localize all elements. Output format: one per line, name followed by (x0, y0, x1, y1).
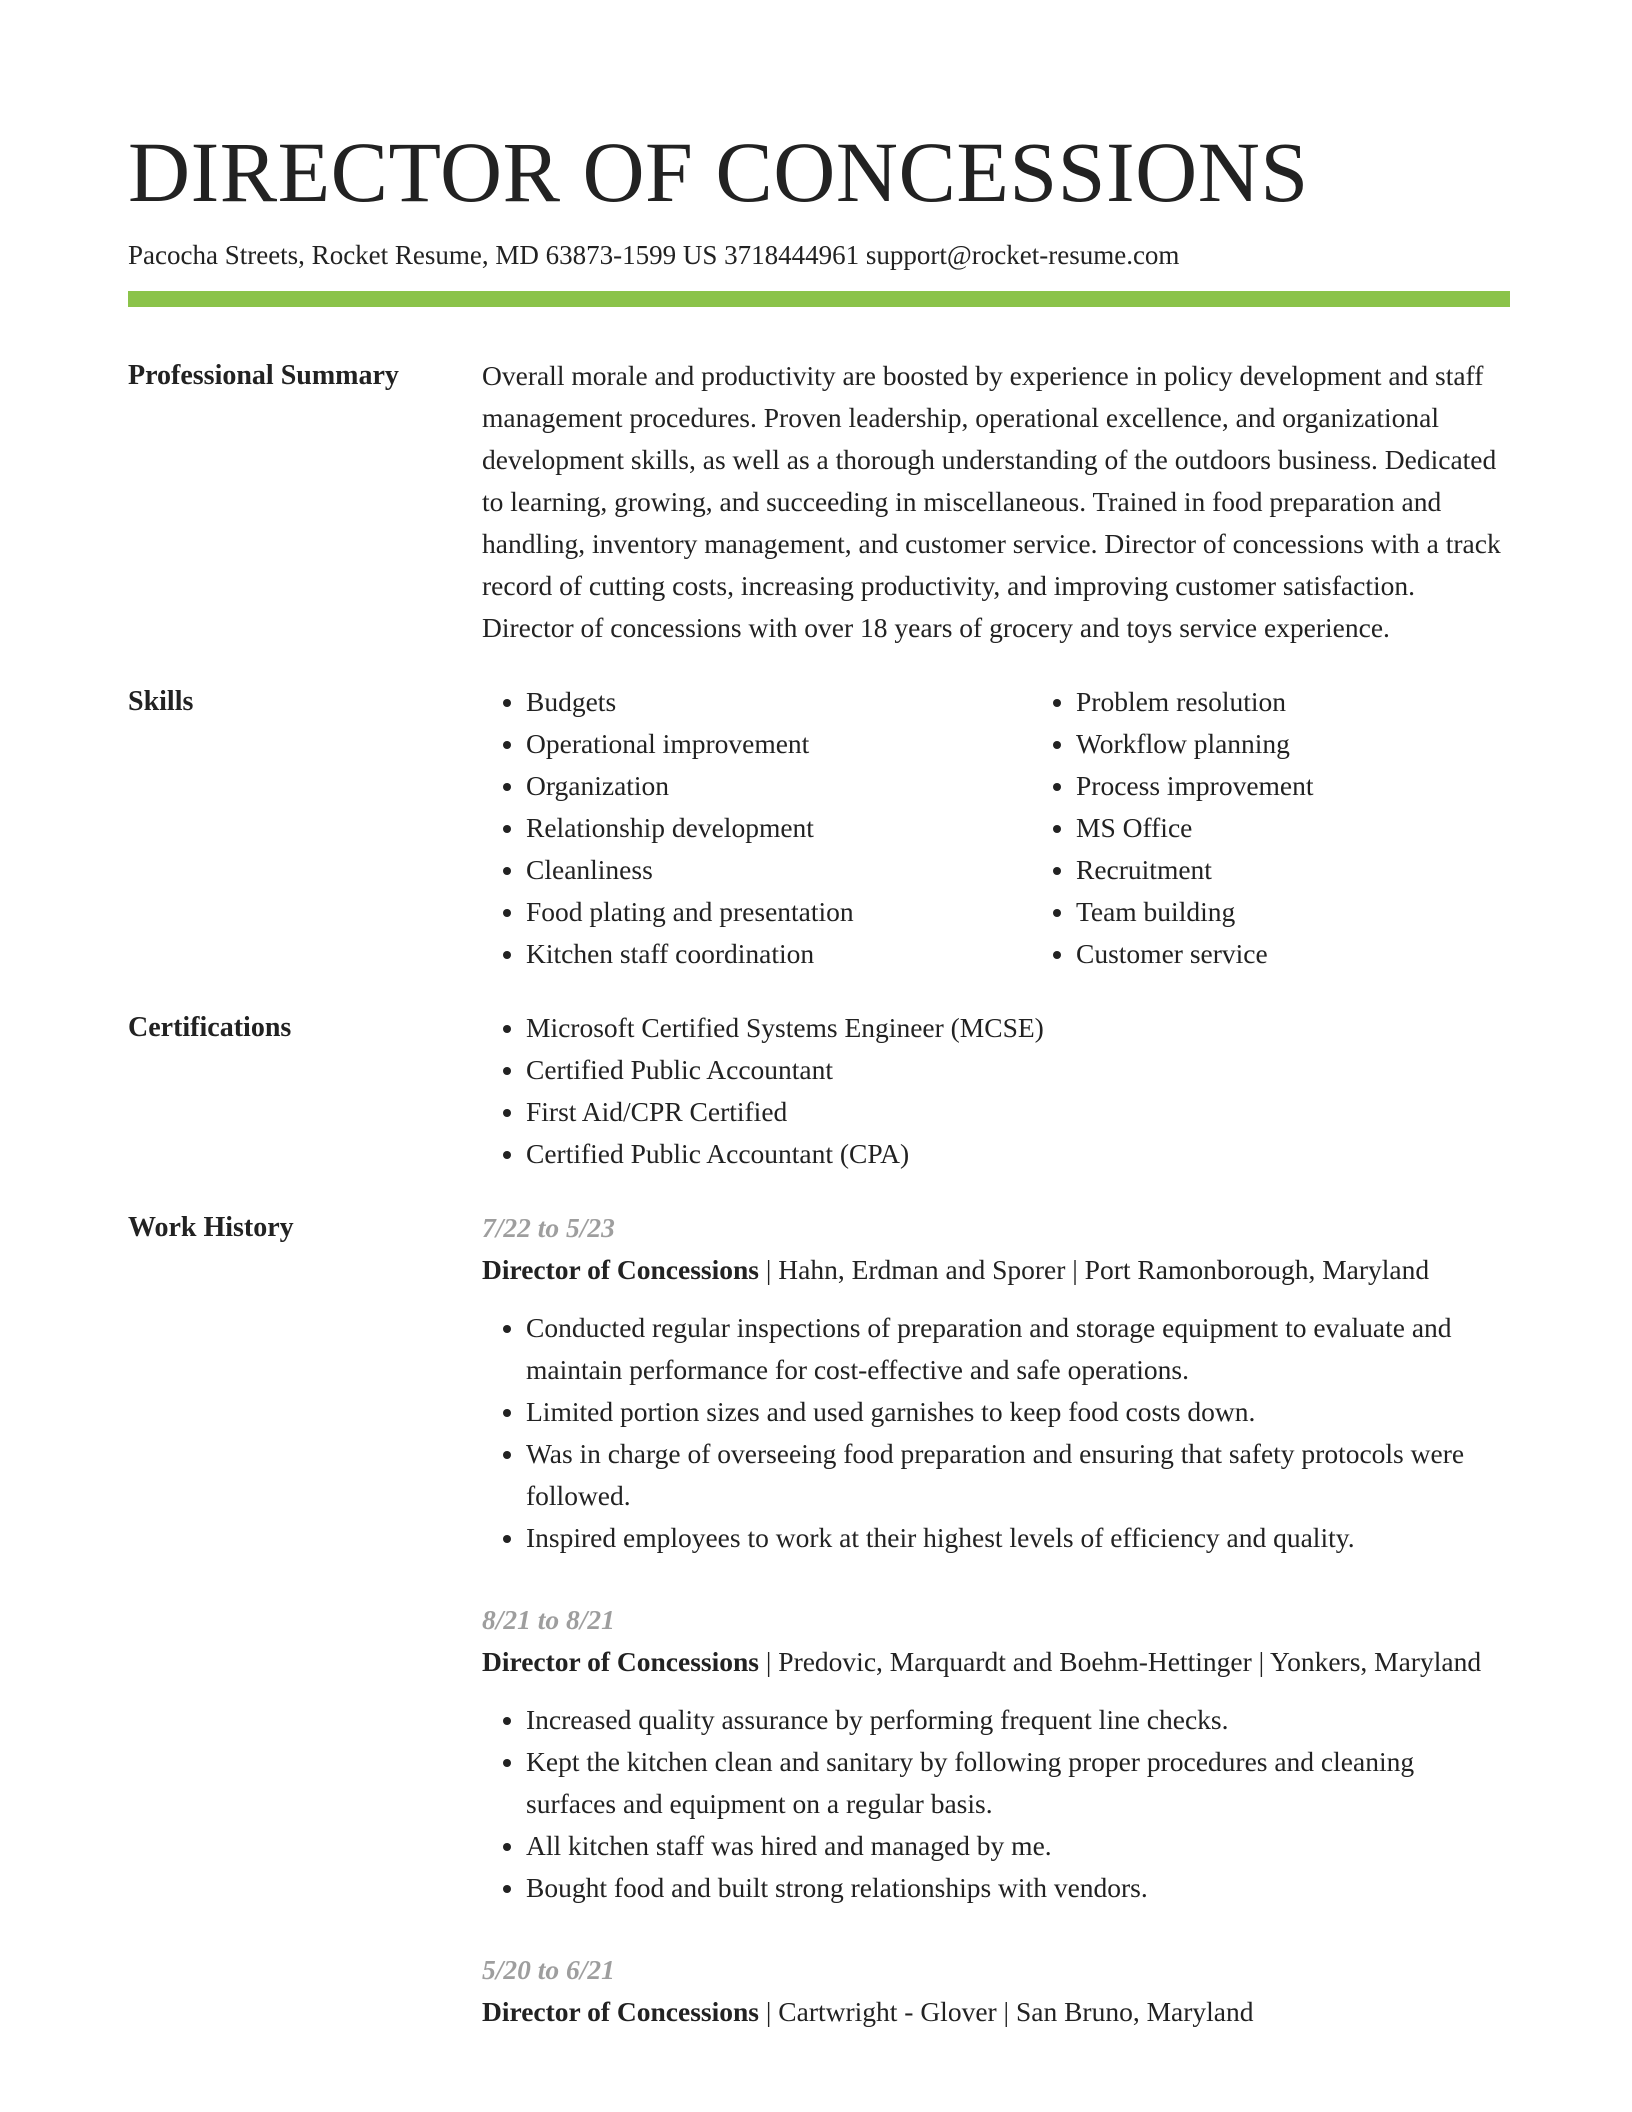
skill-item: • Recruitment (1076, 849, 1582, 891)
certifications-body (482, 1007, 1510, 1175)
job-bullets (482, 1699, 1510, 1909)
skill-item: • Kitchen staff coordination (526, 933, 1032, 975)
certifications-label: Certifications (128, 1012, 292, 1043)
certification-item: • First Aid/CPR Certified (526, 1091, 1510, 1133)
skill-item: • Process improvement (1076, 765, 1582, 807)
skill-item: • Relationship development (526, 807, 1032, 849)
accent-divider (128, 291, 1510, 307)
certifications-section (128, 1007, 1510, 1175)
job-entry (482, 1599, 1510, 1909)
job-title: Director of Concessions (482, 1646, 760, 1677)
resume-name: DIRECTOR OF CONCESSIONS (128, 124, 1309, 220)
job-bullet: • Limited portion sizes and used garnishes to keep food costs down. (526, 1391, 1510, 1433)
skill-item: • Budgets (526, 681, 1032, 723)
job-dates: 8/21 to 8/21 (482, 1604, 615, 1635)
job-bullet: • Inspired employees to work at their highest levels of efficiency and quality. (526, 1517, 1510, 1559)
certification-item: • Certified Public Accountant (526, 1049, 1510, 1091)
skills-label: Skills (128, 686, 194, 717)
skill-item: • Operational improvement (526, 723, 1032, 765)
work-history-body (482, 1207, 1510, 2033)
job-bullet: • Kept the kitchen clean and sanitary by following proper procedures and cleaning surfaces and equipment on a regular basis. (526, 1741, 1510, 1825)
job-details: | Hahn, Erdman and Sporer | Port Ramonborough, Maryland (759, 1254, 1430, 1285)
job-entry (482, 1207, 1510, 1559)
skills-columns (482, 681, 1582, 975)
job-bullet: • Was in charge of overseeing food preparation and ensuring that safety protocols were followed. (526, 1433, 1510, 1517)
contact-line: Pacocha Streets, Rocket Resume, MD 63873-1599 US 3718444961 support@rocket-resume.com (128, 240, 1180, 270)
job-bullet: • All kitchen staff was hired and managed by me. (526, 1825, 1510, 1867)
certification-item: • Microsoft Certified Systems Engineer (MCSE) (526, 1007, 1510, 1049)
skill-item: • Workflow planning (1076, 723, 1582, 765)
job-heading (482, 1991, 1510, 2033)
job-bullet: • Bought food and built strong relationships with vendors. (526, 1867, 1510, 1909)
job-heading (482, 1249, 1510, 1291)
skills-list-left (482, 681, 1032, 975)
job-details: | Cartwright - Glover | San Bruno, Maryland (759, 1996, 1254, 2027)
work-history-label: Work History (128, 1212, 294, 1243)
certification-item: • Certified Public Accountant (CPA) (526, 1133, 1510, 1175)
job-title: Director of Concessions (482, 1996, 760, 2027)
resume-page (128, 118, 1510, 2033)
summary-body (482, 355, 1510, 649)
skill-item: • Team building (1076, 891, 1582, 933)
job-entry (482, 1949, 1510, 2033)
work-history-section (128, 1207, 1510, 2033)
certifications-list (482, 1007, 1510, 1175)
job-title: Director of Concessions (482, 1254, 760, 1285)
skill-item: • Organization (526, 765, 1032, 807)
job-bullets (482, 1307, 1510, 1559)
job-dates: 7/22 to 5/23 (482, 1212, 615, 1243)
job-dates: 5/20 to 6/21 (482, 1954, 615, 1985)
job-bullet: • Conducted regular inspections of preparation and storage equipment to evaluate and maintain performance for cost-effective and safe operations. (526, 1307, 1510, 1391)
skills-list-right (1032, 681, 1582, 975)
summary-text: Overall morale and productivity are boosted by experience in policy development and staff management procedures. Proven leadership, operational excellence, and organizational development skills, as well as a thorough understanding of the outdoors business. Dedicated to learning, growing, and succeeding in miscellaneous. Trained in food preparation and handling, inventory management, and customer service. Director of concessions with a track record of cutting costs, increasing productivity, and improving customer satisfaction. Director of concessions with over 18 years of grocery and toys service experience. (482, 360, 1501, 643)
skill-item: • Cleanliness (526, 849, 1032, 891)
job-heading (482, 1641, 1510, 1683)
skill-item: • Customer service (1076, 933, 1582, 975)
skill-item: • Problem resolution (1076, 681, 1582, 723)
skill-item: • MS Office (1076, 807, 1582, 849)
job-details: | Predovic, Marquardt and Boehm-Hettinger | Yonkers, Maryland (759, 1646, 1482, 1677)
summary-label: Professional Summary (128, 360, 399, 391)
skills-section (128, 681, 1510, 975)
job-bullet: • Increased quality assurance by performing frequent line checks. (526, 1699, 1510, 1741)
summary-section (128, 355, 1510, 649)
skill-item: • Food plating and presentation (526, 891, 1032, 933)
